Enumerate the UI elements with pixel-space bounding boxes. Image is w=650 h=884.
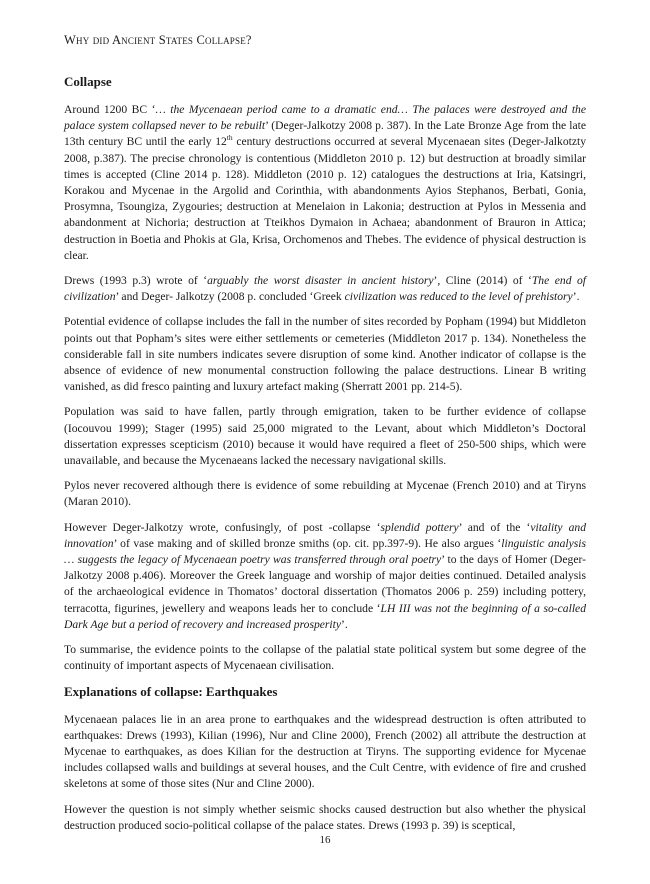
paragraph-5: Pylos never recovered although there is evidence of some rebuilding at Mycenae (French 2010) and at Tiryns (Maran 2010). [64,479,586,509]
paragraph-2: Drews (1993 p.3) wrote of ‘arguably the worst disaster in ancient history’, Cline (2014) of ‘The end of civilization’ and Deger- Jalkotzy (2008 p. concluded ‘Greek civilization was reduced to the level of prehistory’. [64,274,587,304]
section-heading-earthquakes: Explanations of collapse: Earthquakes [64,683,278,699]
section-heading-collapse: Collapse [64,74,112,89]
paragraph-7: To summarise, the evidence points to the collapse of the palatial state political system but some degree of the continuity of important aspects of Mycenaean civilisation. [64,643,586,673]
running-head: Why did Ancient States Collapse? [64,33,252,47]
paragraph-9: However the question is not simply whether seismic shocks caused destruction but also whether the physical destruction produced socio-political collapse of the palace states. Drews (1993 p. 39) is sceptical, [64,802,586,832]
paragraph-4: Population was said to have fallen, partly through emigration, taken to be further evidence of collapse (Iocouvou 1999); Stager (1995) said 25,000 migrated to the Levant, about which Middleton’s Doctoral dissertation expresses scepticism (2010) because it would have required a fleet of 250-500 ships, which were unavailable, and because the Mycenaeans lacked the necessary navigational skills. [64,405,586,468]
paragraph-3: Potential evidence of collapse includes the fall in the number of sites recorded by Popham (1994) but Middleton points out that Popham’s sites were either settlements or cemeteries (Middleton 2017 p. 134). Nonetheless the considerable fall in site numbers indicates severe disruption of some kind. Another indicator of collapse is the absence of evidence of new monumental construction following the palace destructions. Linear B writing vanished, as did fresco painting and luxury artefact making (Sherratt 2001 pp. 214-5). [64,315,586,394]
page-number: 16 [319,834,331,846]
paragraph-8: Mycenaean palaces lie in an area prone to earthquakes and the widespread destruction is often attributed to earthquakes: Drews (1993), Kilian (1996), Nur and Cline 2000), French (2002) all attribute the destruction at Mycenae to earthquakes, as does Kilian for the destruction at Tiryns. The supporting evidence for Mycenae includes collapsed walls and buildings at several houses, and the Cult Centre, with evidence of fire and crushed skeletons at some of those sites (Nur and Cline 2000). [64,712,586,791]
paragraph-1: Around 1200 BC ‘… the Mycenaean period came to a dramatic end… The palaces were destroyed and the palace system collapsed never to be rebuilt’ (Deger-Jalkotzy 2008 p. 387). In the Late Bronze Age from the late 13th century BC until the early 12th century destructions occurred at several Mycenaean sites (Deger-Jalkotzty 2008, p.387). The precise chronology is contentious (Middleton 2010 p. 12) but destruction at broadly similar times is accepted (Cline 2014 p. 128). Middleton (2010 p. 12) catalogues the destructions at Iria, Katsingri, Korakou and Mycenae in the Argolid and Corinthia, with abandonments Ayios Stephanos, Berbati, Gonia, Prosymna, Tsoungiza, Zygouries; destruction at Menelaion in Lakonia; destruction at Pylos in Messenia and abandonment at Nichoria; destruction at Tteikhos Dymaion in Achaea; abandonment of Brauron in Attica; destruction in Boetia and Phokis at Gla, Krisa, Orchomenos and Thebes. The evidence of physical destruction is clear. [64,103,587,262]
paragraph-6: However Deger-Jalkotzy wrote, confusingly, of post -collapse ‘splendid pottery’ and of the ‘vitality and innovation’ of vase making and of skilled bronze smiths (op. cit. pp.397-9). He also argues ‘linguistic analysis … suggests the legacy of Mycenaean poetry was transferred through oral poetry’ to the days of Homer (Deger-Jalkotzy 2008 p.406). Moreover the Greek language and worship of major deities continued. Detailed analysis of the archaeological evidence in Thomatos’ doctoral dissertation (Thomatos 2006 p. 259) including pottery, terracotta, figurines, jewellery and weapons leads her to conclude ‘LH III was not the beginning of a so-called Dark Age but a period of recovery and increased prosperity’. [64,520,587,631]
